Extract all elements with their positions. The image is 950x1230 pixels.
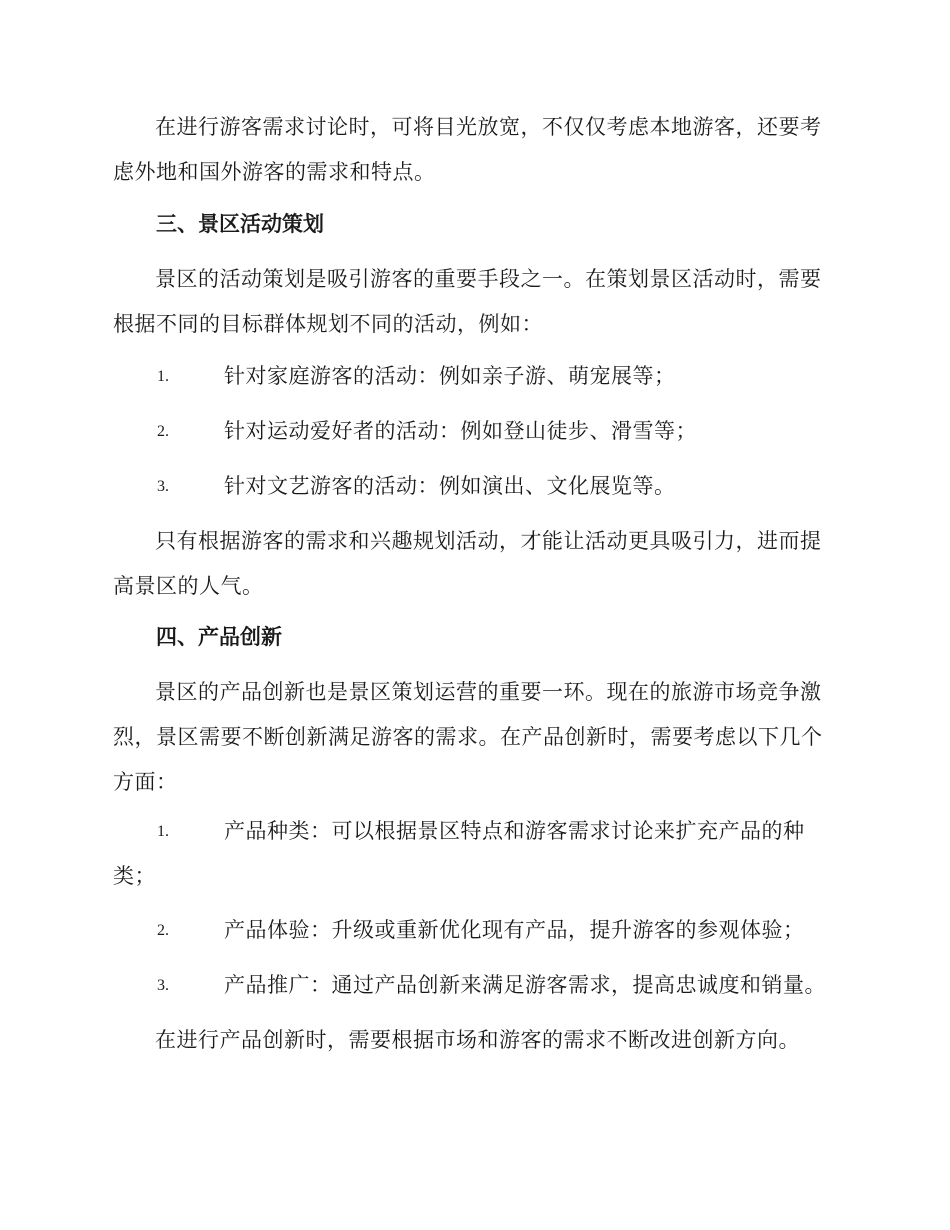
- paragraph-activity-summary: 只有根据游客的需求和兴趣规划活动，才能让活动更具吸引力，进而提高景区的人气。: [113, 529, 822, 598]
- list-item: [113, 354, 835, 399]
- list-text: 针对文艺游客的活动：例如演出、文化展览等。: [224, 474, 676, 498]
- list-number: 1.: [157, 368, 169, 385]
- list-number: 2.: [157, 922, 169, 939]
- paragraph-activity-intro: 景区的活动策划是吸引游客的重要手段之一。在策划景区活动时，需要根据不同的目标群体规划不同的活动，例如：: [113, 267, 822, 336]
- list-text: 针对运动爱好者的活动：例如登山徒步、滑雪等；: [224, 419, 697, 443]
- heading-product-innovation: 四、产品创新: [156, 625, 282, 649]
- list-text: 产品推广：通过产品创新来满足游客需求，提高忠诚度和销量。: [224, 973, 826, 997]
- list-number: 1.: [157, 823, 169, 840]
- list-item: [113, 908, 835, 953]
- paragraph-product-summary: 在进行产品创新时，需要根据市场和游客的需求不断改进创新方向。: [155, 1028, 800, 1052]
- paragraph-product-intro: 景区的产品创新也是景区策划运营的重要一环。现在的旅游市场竞争激烈，景区需要不断创新满足游客的需求。在产品创新时，需要考虑以下几个方面：: [113, 680, 823, 794]
- heading-activity-planning: 三、景区活动策划: [156, 212, 324, 236]
- list-item: [113, 809, 835, 899]
- list-text: 针对家庭游客的活动：例如亲子游、萌宠展等；: [224, 364, 676, 388]
- list-item: [113, 963, 835, 1008]
- list-item: [113, 464, 835, 509]
- list-text: 产品体验：升级或重新优化现有产品，提升游客的参观体验；: [224, 918, 805, 942]
- list-number: 2.: [157, 423, 169, 440]
- paragraph-visitor-demand: 在进行游客需求讨论时，可将目光放宽，不仅仅考虑本地游客，还要考虑外地和国外游客的需求和特点。: [113, 115, 822, 184]
- list-number: 3.: [157, 478, 169, 495]
- list-text: 产品种类：可以根据景区特点和游客需求讨论来扩充产品的种类；: [113, 819, 805, 888]
- list-item: [113, 409, 835, 454]
- list-number: 3.: [157, 977, 169, 994]
